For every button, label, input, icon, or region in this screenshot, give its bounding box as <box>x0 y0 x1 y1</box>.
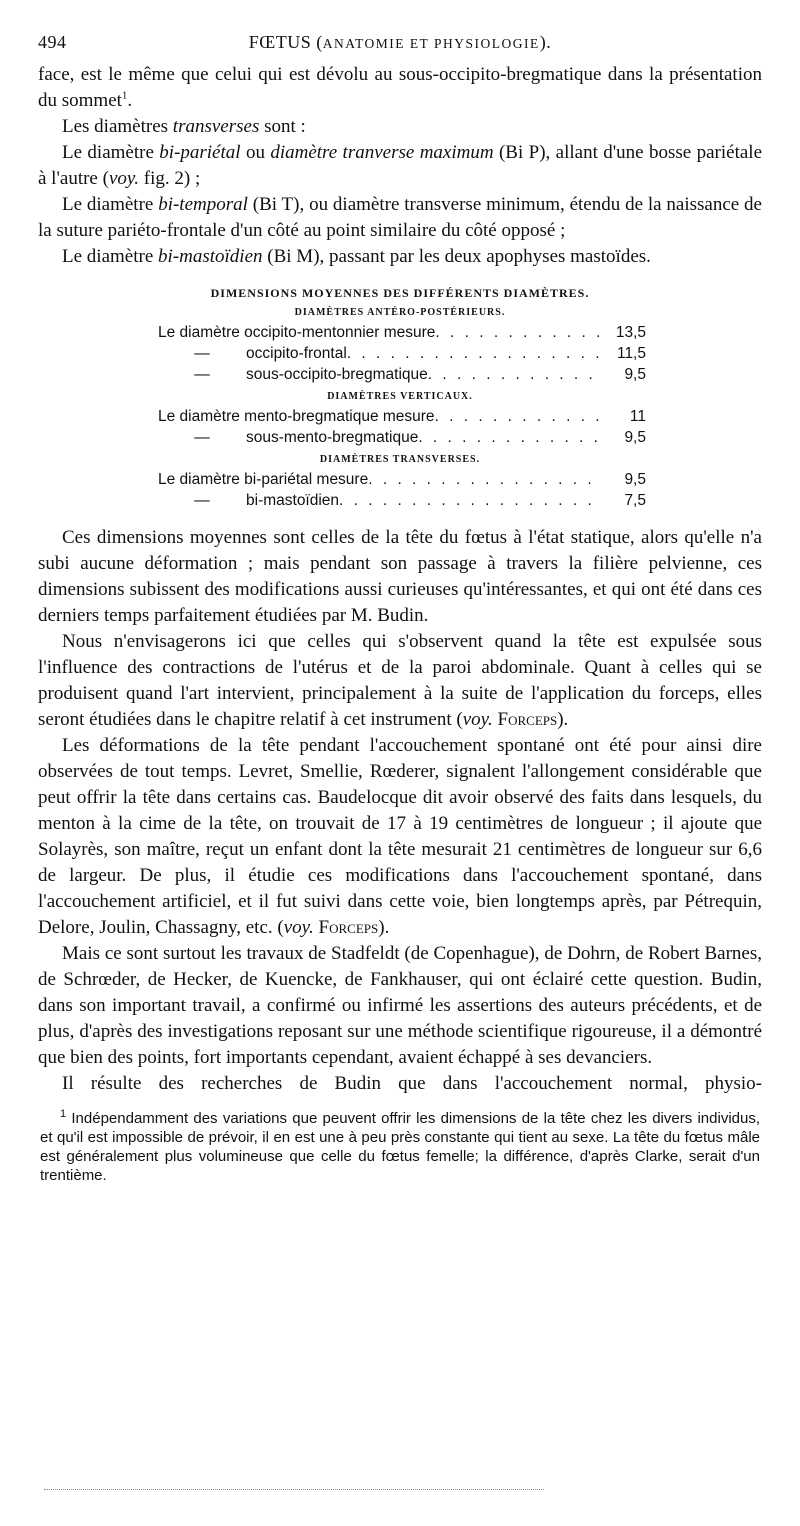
text-run: Nous n'envisagerons ici que celles qui s'observent quand la tête est expulsée sous l'influence des contractions de l'utérus et de la paroi abdominale. Quant à celles qui se produisent quand l'art intervient, principalement à la suite de l'application du forceps, elles seront étudiées dans le chapitre relatif à cet instrument ( <box>38 631 762 730</box>
row-label: sous-occipito-bregmatique <box>246 366 428 383</box>
biparietal-definition <box>38 140 762 192</box>
row-value: 9,5 <box>624 429 646 446</box>
footnote <box>38 1109 762 1185</box>
paragraph-deformations-history <box>38 733 762 941</box>
table-row <box>158 469 646 490</box>
leader-dots <box>435 322 602 343</box>
ditto-dash: — <box>194 345 210 362</box>
row-value: 13,5 <box>615 324 646 341</box>
text-run: Les déformations de la tête pendant l'accouchement spontané ont été pour ainsi dire observées de tout temps. Levret, Smellie, Rœderer, signalent l'allongement considérable que peut offrir la tête dans certains cas. Baudelocque dit avoir observé des faits dans lesquels, du menton à la cime de la tête, on trouvait de 17 à 19 centimètres de longueur ; il ajoute que Solayrès, son maître, reçut un enfant dont la tête mesurait 21 centimètres de longueur sur 6,6 de largeur. De plus, il étudie ces modifications dans l'accouchement spontané, dans l'accouchement artificiel, et il fut suivi dans cette voie, bien longtemps après, par Pétrequin, Delore, Joulin, Chassagny, etc. ( <box>38 735 762 938</box>
table-row <box>158 322 646 343</box>
table-row <box>158 364 646 385</box>
running-title-end: ). <box>539 32 552 52</box>
row-label: sous-mento-bregmatique <box>246 429 419 446</box>
text-run: (Bi M), passant par les deux apophyses mastoïdes. <box>262 246 651 267</box>
row-label: Le diamètre bi-pariétal mesure <box>158 471 369 488</box>
text-run: (Bi P), allant d'une bosse pariétale à l'autre ( <box>38 142 762 189</box>
row-value: 11 <box>629 408 646 425</box>
table-group-heading: DIAMÈTRES TRANSVERSES. <box>319 454 481 465</box>
paragraph-later-works: Mais ce sont surtout les travaux de Stadfeldt (de Copenhague), de Dohrn, de Robert Barnes, de Schrœder, de Hecker, de Kuencke, de Fankhauser, qui ont éclairé cette question. Budin, dans son important travail, a confirmé ou infirmé les assertions des auteurs précédents, et de plus, d'après des investigations reposant sur une méthode scientifique rigoureuse, il a démontré que bien des points, fort importants cependant, avaient échappé à ses devanciers. <box>38 943 762 1068</box>
row-label-wrap <box>158 490 339 511</box>
table-title: DIMENSIONS MOYENNES DES DIFFÉRENTS DIAMÈTRES. <box>210 286 590 300</box>
row-label: occipito-frontal <box>246 345 347 362</box>
paragraph-budin-results: Il résulte des recherches de Budin que dans l'accouchement normal, physio- <box>62 1073 762 1094</box>
text-run: Le diamètre <box>62 194 159 215</box>
running-title-main: FŒTUS ( <box>248 32 323 52</box>
table-row <box>158 427 646 448</box>
footnote-mark: 1 <box>60 1108 67 1120</box>
table-group-heading: DIAMÈTRES ANTÉRO-POSTÉRIEURS. <box>294 307 506 318</box>
bottom-dotted-rule <box>44 1489 544 1490</box>
text-run: Le diamètre <box>62 246 159 267</box>
row-value: 11,5 <box>616 345 646 362</box>
ditto-dash: — <box>194 429 210 446</box>
emphasis: voy. <box>462 709 493 730</box>
row-value: 9,5 <box>624 366 646 383</box>
bimastoid-definition <box>38 244 762 270</box>
leader-dots <box>435 406 602 427</box>
paragraph-static-dimensions: Ces dimensions moyennes sont celles de la tête du fœtus à l'état statique, alors qu'elle n'a subi aucune déformation ; mais pendant son passage à travers la filière pelvienne, ces dimensions subissent des modifications aussi curieuses qu'intéressantes, et qui ont été dans ces derniers temps parfaitement étudiées par M. Budin. <box>38 527 762 626</box>
row-value: 9,5 <box>624 471 646 488</box>
text-run: Le diamètre <box>62 142 160 163</box>
table-group-heading: DIAMÈTRES VERTICAUX. <box>327 391 473 402</box>
footnote-ref: 1 <box>121 89 128 102</box>
row-label-wrap <box>158 343 347 364</box>
paragraph-continuation <box>38 62 762 114</box>
emphasis: bi-pariétal <box>159 142 241 163</box>
footnote-text: Indépendamment des variations que peuvent offrir les dimensions de la tête chez les divers individus, et qu'il est impossible de prévoir, il en est une à peu près constante qui tient au sexe. La tête du fœtus mâle est généralement plus volumineuse que celle du fœtus femelle; la différence, d'après Clarke, serait d'un trentième. <box>40 1110 760 1184</box>
row-label: Le diamètre occipito-mentonnier mesure <box>158 324 436 341</box>
paragraph-text: face, est le même que celui qui est dévolu au sous-occipito-bregmatique dans la présentation du sommet <box>38 64 762 111</box>
table-row <box>158 406 646 427</box>
text-run: ou <box>240 142 271 163</box>
row-value: 7,5 <box>624 492 646 509</box>
page-number: 494 <box>38 32 67 52</box>
row-label-wrap <box>158 427 418 448</box>
transverse-intro <box>38 114 762 140</box>
paragraph-expulsion <box>38 629 762 733</box>
emphasis: voy. <box>108 168 140 189</box>
emphasis: diamètre tranverse maximum <box>270 142 494 163</box>
table-row <box>158 490 646 511</box>
emphasis: transverses <box>172 116 260 137</box>
leader-dots <box>428 364 602 385</box>
row-label: Le diamètre mento-bregmatique mesure <box>158 408 435 425</box>
leader-dots <box>339 490 602 511</box>
emphasis: bi-temporal <box>158 194 248 215</box>
text-run: ). <box>557 709 569 730</box>
running-title-sub: ANATOMIE ET PHYSIOLOGIE <box>322 36 540 51</box>
ditto-dash: — <box>194 492 210 509</box>
emphasis: bi-mastoïdien <box>158 246 263 267</box>
table-row <box>158 343 646 364</box>
leader-dots <box>368 469 602 490</box>
text-run: ). <box>378 917 390 938</box>
text-run: Les diamètres <box>62 116 173 137</box>
text-run: fig. 2) ; <box>139 168 201 189</box>
text-run: sont : <box>259 116 306 137</box>
paragraph-end: . <box>127 90 133 111</box>
ditto-dash: — <box>194 366 210 383</box>
cross-reference: Forceps <box>318 917 379 938</box>
cross-reference: Forceps <box>497 709 558 730</box>
row-label-wrap <box>158 364 428 385</box>
bitemporal-definition <box>38 192 762 244</box>
text-run: (Bi T), ou diamètre transverse minimum, étendu de la naissance de la suture pariéto-frontale d'un côté au point similaire du côté opposé ; <box>38 194 762 241</box>
running-header <box>38 32 762 62</box>
emphasis: voy. <box>283 917 314 938</box>
leader-dots <box>418 427 602 448</box>
dimensions-table <box>38 286 762 511</box>
row-label: bi-mastoïdien <box>246 492 340 509</box>
leader-dots <box>347 343 602 364</box>
running-title <box>38 32 762 53</box>
